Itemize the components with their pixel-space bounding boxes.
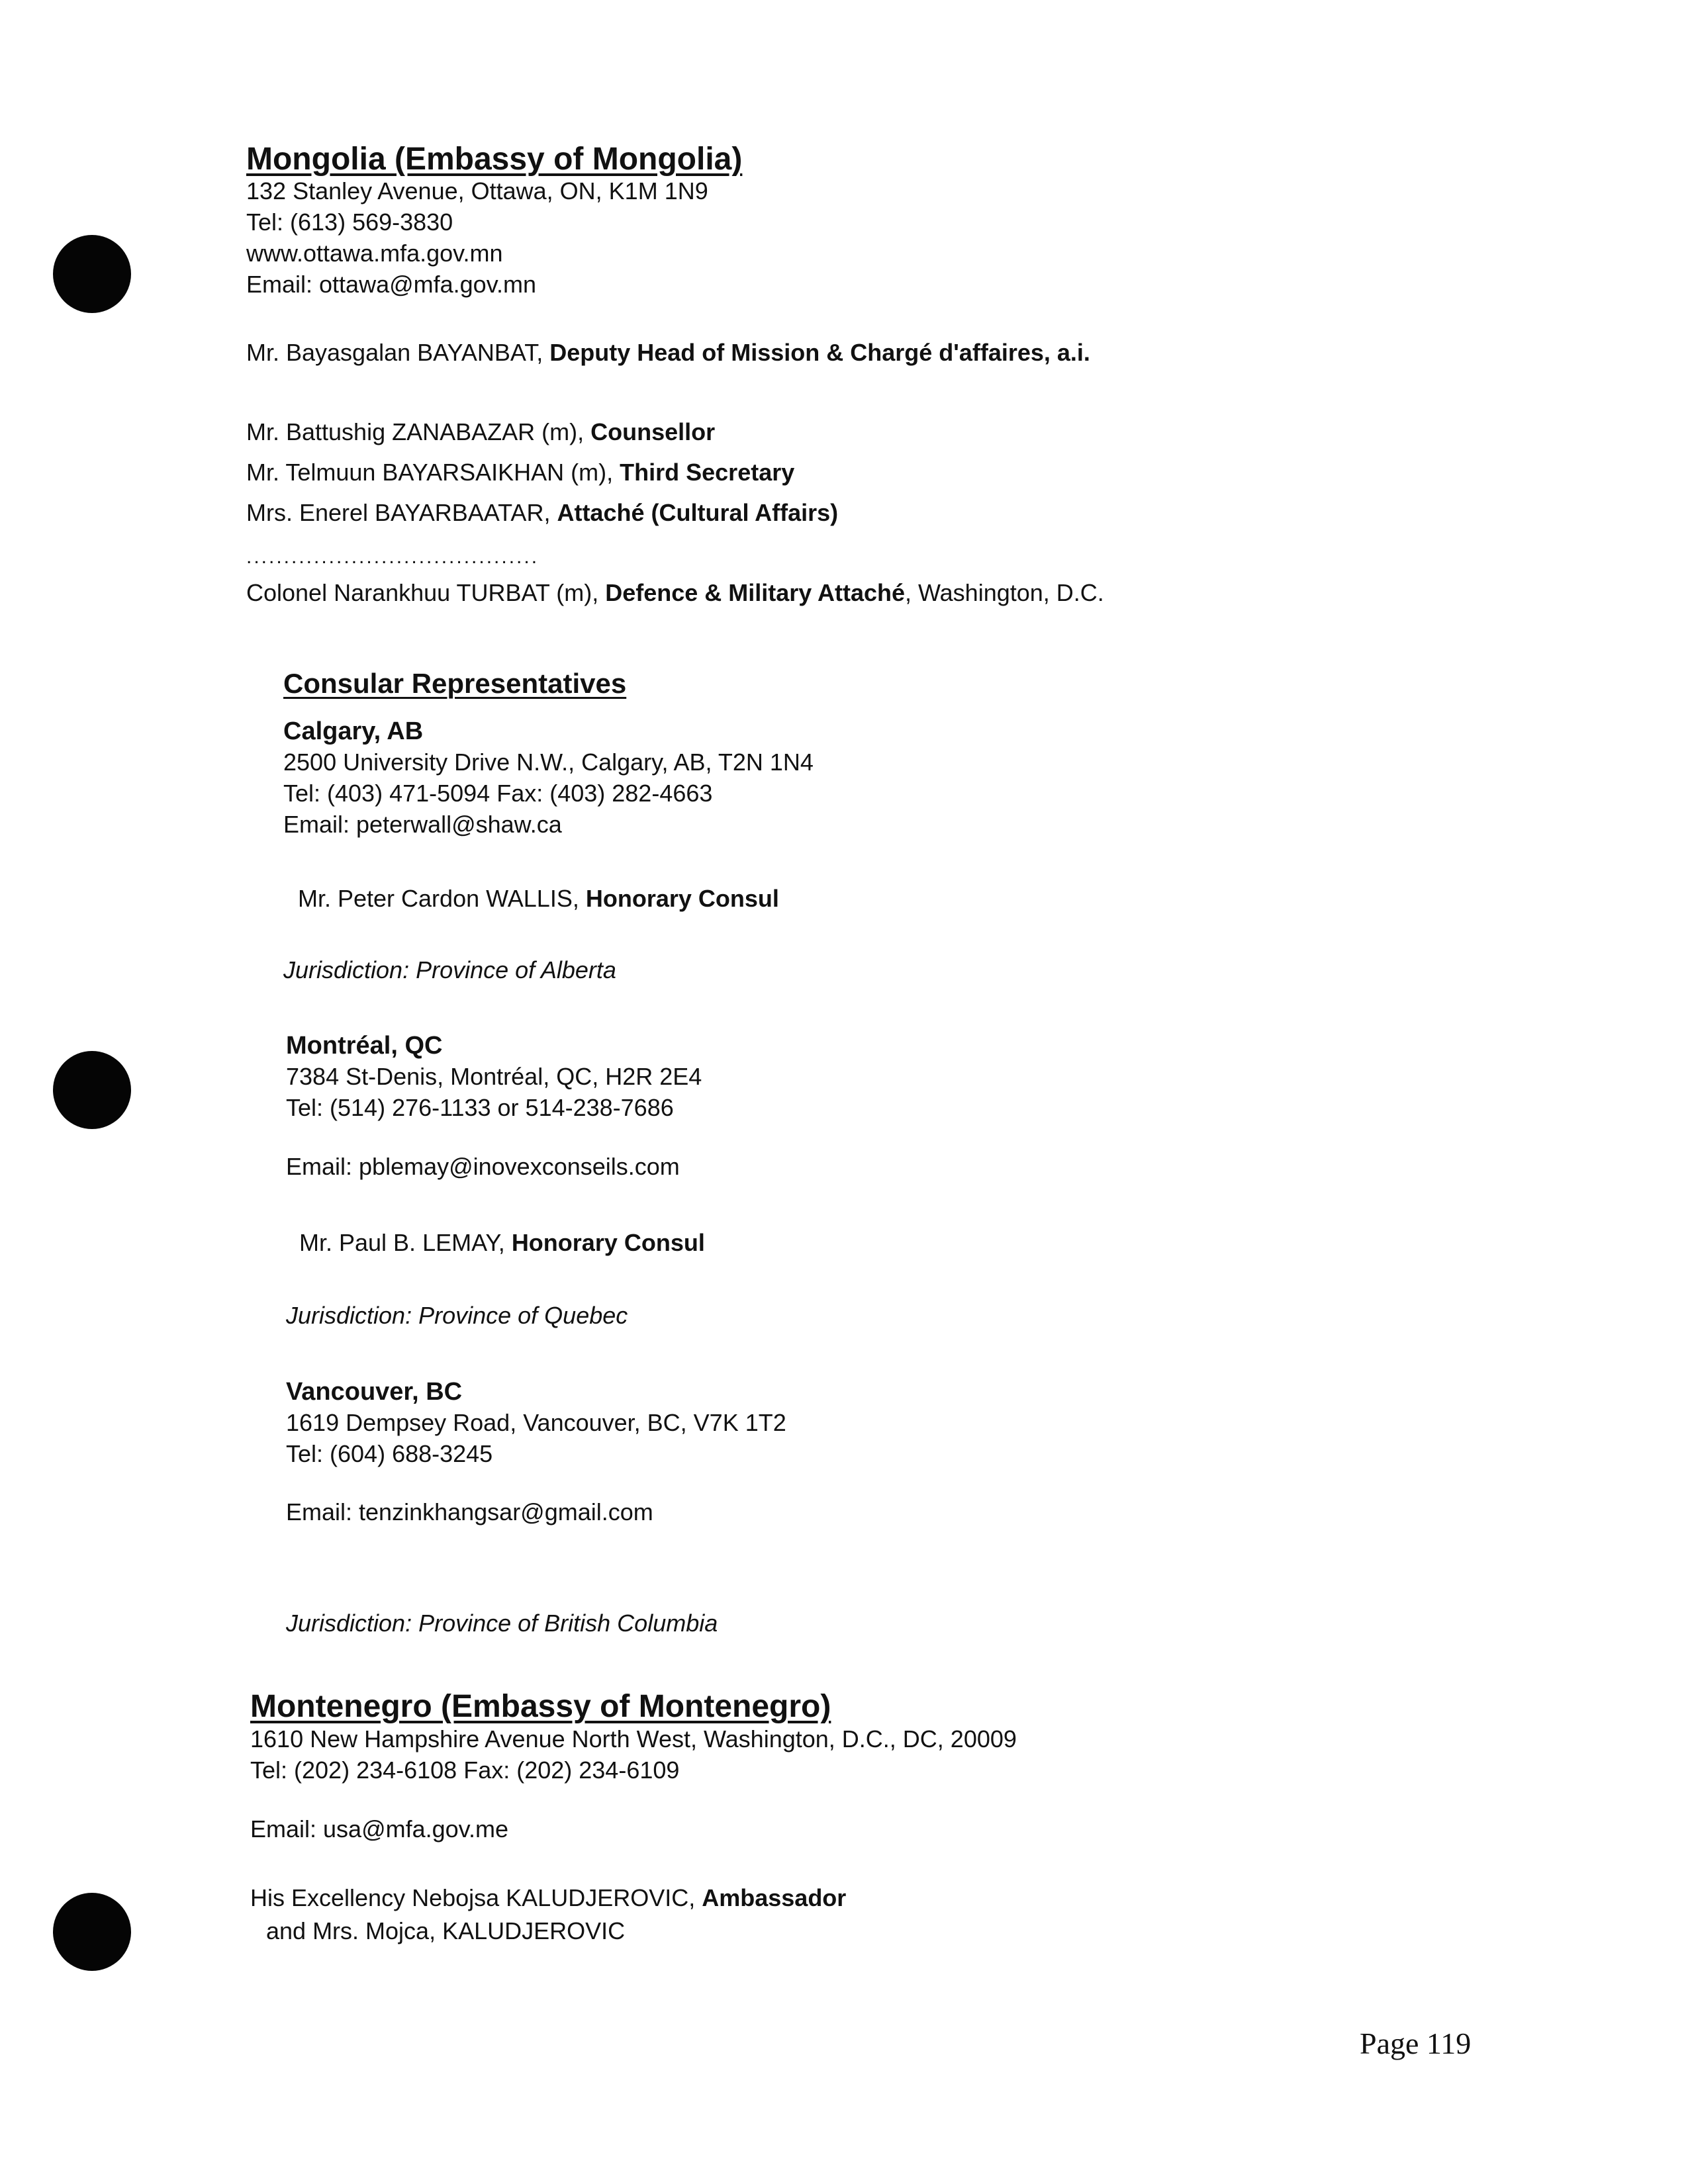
staff-title: Attaché (Cultural Affairs) [557,499,839,526]
montenegro-contact-block [250,1723,1017,1786]
montreal-address: 7384 St-Denis, Montréal, QC, H2R 2E4 [286,1063,702,1090]
calgary-address: 2500 University Drive N.W., Calgary, AB, T2N 1N4 [283,749,814,776]
montenegro-heading: Montenegro (Embassy of Montenegro) [250,1689,831,1724]
mongolia-address: 132 Stanley Avenue, Ottawa, ON, K1M 1N9 [246,177,708,205]
montreal-tel: Tel: (514) 276-1133 or 514-238-7686 [286,1094,674,1121]
calgary-tel-fax: Tel: (403) 471-5094 Fax: (403) 282-4663 [283,780,713,807]
mongolia-defence-attache [246,578,1104,609]
montreal-contact-block [286,1061,702,1123]
ambassador-name: His Excellency Nebojsa KALUDJEROVIC, [250,1884,702,1911]
staff-location: , Washington, D.C. [905,579,1104,606]
montenegro-email: Email: usa@mfa.gov.me [250,1815,509,1843]
page-number: Page 119 [1360,2026,1472,2060]
consul-name: Mr. Paul B. LEMAY, [299,1229,512,1256]
montenegro-ambassador [250,1883,846,1914]
montreal-jurisdiction: Jurisdiction: Province of Quebec [286,1302,628,1329]
staff-name: Mrs. Enerel BAYARBAATAR, [246,499,557,526]
staff-title: Counsellor [590,418,716,445]
mongolia-contact-block [246,175,708,300]
consul-title: Honorary Consul [511,1229,705,1256]
staff-name: Mr. Telmuun BAYARSAIKHAN (m), [246,459,620,486]
staff-title: Defence & Military Attaché [605,579,905,606]
staff-title: Third Secretary [620,459,795,486]
calgary-contact-block [283,747,814,840]
mongolia-email: Email: ottawa@mfa.gov.mn [246,271,537,298]
vancouver-jurisdiction: Jurisdiction: Province of British Columbia [286,1610,718,1637]
montreal-city: Montréal, QC [286,1032,443,1060]
consular-heading: Consular Representatives [283,668,627,699]
calgary-jurisdiction: Jurisdiction: Province of Alberta [283,956,616,983]
mongolia-tel: Tel: (613) 569-3830 [246,208,453,236]
staff-title: Deputy Head of Mission & Chargé d'affaires, a.i. [549,339,1090,366]
vancouver-tel: Tel: (604) 688-3245 [286,1440,493,1467]
staff-name: Colonel Narankhuu TURBAT (m), [246,579,606,606]
montenegro-address: 1610 New Hampshire Avenue North West, Washington, D.C., DC, 20009 [250,1725,1017,1752]
vancouver-email: Email: tenzinkhangsar@gmail.com [286,1498,653,1525]
calgary-city: Calgary, AB [283,717,424,745]
vancouver-city: Vancouver, BC [286,1378,463,1406]
mongolia-staff-counsellor [246,417,715,448]
mongolia-staff-third-secretary [246,457,794,488]
vancouver-address: 1619 Dempsey Road, Vancouver, BC, V7K 1T2 [286,1409,786,1436]
calgary-email: Email: peterwall@shaw.ca [283,811,562,838]
montenegro-spouse: and Mrs. Mojca, KALUDJEROVIC [266,1917,626,1944]
binder-hole-bottom [53,1893,131,1971]
ambassador-title: Ambassador [702,1884,847,1911]
mongolia-heading: Mongolia (Embassy of Mongolia) [246,142,743,177]
staff-name: Mr. Battushig ZANABAZAR (m), [246,418,591,445]
calgary-consul [298,884,779,915]
binder-hole-top [53,235,131,313]
staff-name: Mr. Bayasgalan BAYANBAT, [246,339,550,366]
mongolia-staff-attache-cultural [246,498,838,529]
montreal-consul [299,1228,705,1259]
montenegro-tel-fax: Tel: (202) 234-6108 Fax: (202) 234-6109 [250,1756,680,1784]
mongolia-website: www.ottawa.mfa.gov.mn [246,240,503,267]
montreal-email: Email: pblemay@inovexconseils.com [286,1153,680,1180]
vancouver-contact-block [286,1407,786,1469]
consul-name: Mr. Peter Cardon WALLIS, [298,885,586,912]
binder-hole-middle [53,1051,131,1129]
mongolia-staff-deputy [246,338,1090,369]
dotted-separator: ....................................... [246,546,539,568]
consul-title: Honorary Consul [585,885,779,912]
